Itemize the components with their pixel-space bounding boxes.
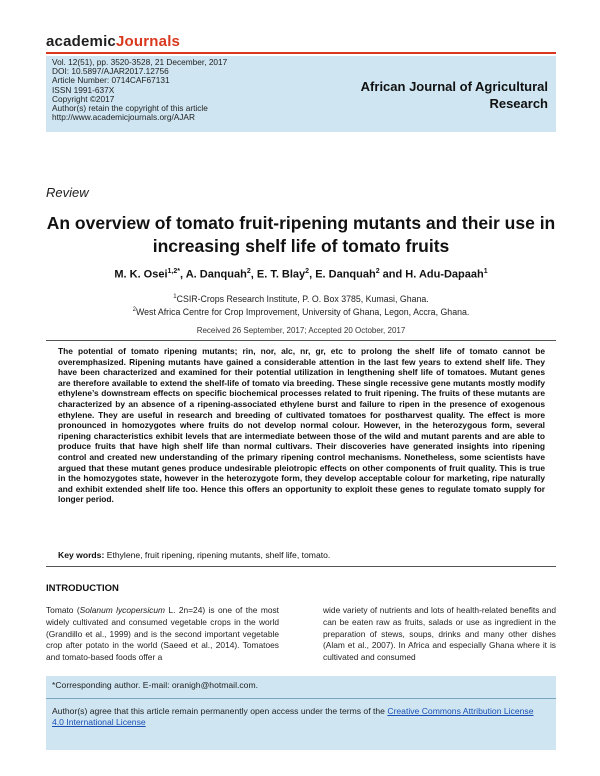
author-separator: , <box>309 268 316 281</box>
body-column-right: wide variety of nutrients and lots of health-related benefits and can be eaten raw as fruits, salads or use as ingredient in the preparation of stews, soups, drinks and many other dishes (Alam et al., 2007). In Africa and especially Ghana where it is cultivated and consumed <box>323 605 556 663</box>
logo-text-academic: academic <box>46 33 116 50</box>
keywords-label: Key words: <box>58 550 105 560</box>
paragraph-text: L. 2n=24) is one of the most widely cultivated and consumed vegetable crops in the world (Grandillo et al., 1999) and is the second important vegetable crop after potato in the world (Saeed et al., 2014). Tomatoes and tomato-based foods offer a <box>46 605 279 663</box>
header-rule <box>46 52 556 54</box>
author-name: M. K. Osei <box>114 268 168 281</box>
meta-author-rights: Author(s) retain the copyright of this article <box>52 103 208 114</box>
journal-name <box>348 78 548 112</box>
affiliation-mark: 1 <box>173 294 177 300</box>
author-name: E. T. Blay <box>256 268 306 281</box>
license-text: Author(s) agree that this article remain permanently open access under the terms of the <box>52 706 388 716</box>
author-name: H. Adu-Dapaah <box>405 268 484 281</box>
journal-name-line2: Research <box>489 96 548 111</box>
section-heading-introduction: INTRODUCTION <box>46 583 119 594</box>
abstract-text: The potential of tomato ripening mutants; rin, nor, alc, nr, gr, etc to prolong the shelf life of tomato cannot be overemphasized. Ripening mutants have gained a considerable attention in the last few years to extend shelf life. They have been characterized and examined for their potential utilization in lengthening shelf life of tomatoes. Mutant genes are therefore available to extend the shelf-life of tomato via breeding. These single recessive gene mutants mostly modify ethylene’s downstream effects on specific biochemical processes related to fruit ripening. The fruits of these mutants are characterized by an absence of a ripening-associated ethylene burst and failure to ripen in the presence of exogenous ethylene. They are useful in research and breeding of cultivated tomatoes for postharvest quality. The effect is more pronounced in homozygotes where fruits do not develop normal colour. However, in the heterozygous form, several ripening characteristics exhibit levels that are intermediate between those of the wild and mutant parents and are able to produce fruits that have high shelf life than normal cultivars. Their discoveries have generated insights into ripening control and created new understanding of the primary ripening control mechanisms. Nonetheless, some scientists have argued that these mutant genes produce undesirable pleiotropic effects on other components of fruit quality. This is true in the homozygotes state, however in the heterozygote form, they develop acceptable colour for marketing, ripe naturally and exhibit extended shelf life too. Hence this offers an opportunity to exploit these genes to regulate tomato supply for longer period. <box>58 346 545 505</box>
keywords-text: Ethylene, fruit ripening, ripening mutants, shelf life, tomato. <box>106 550 331 560</box>
species-name: Solanum lycopersicum <box>79 605 166 615</box>
journal-logo <box>46 33 180 50</box>
paragraph-text: Tomato ( <box>46 605 80 615</box>
meta-copyright: Copyright ©2017 <box>52 93 115 104</box>
footer-rule <box>46 698 556 699</box>
affiliations <box>46 292 556 318</box>
abstract-bottom-rule <box>46 566 556 567</box>
author-separator: , <box>250 268 257 281</box>
meta-journal-url[interactable]: http://www.academicjournals.org/AJAR <box>52 112 195 123</box>
affiliation-text: CSIR-Crops Research Institute, P. O. Box 3785, Kumasi, Ghana. <box>176 293 429 304</box>
author-affiliation-mark: 2 <box>246 268 251 275</box>
affiliation-1 <box>46 292 556 305</box>
header-box <box>46 56 556 132</box>
abstract-top-rule <box>46 340 556 341</box>
received-accepted-dates: Received 26 September, 2017; Accepted 20 October, 2017 <box>196 326 406 335</box>
author-name: E. Danquah <box>315 268 376 281</box>
license-notice <box>52 706 547 728</box>
journal-name-line1: African Journal of Agricultural <box>360 79 548 94</box>
author-name: A. Danquah <box>185 268 247 281</box>
affiliation-2 <box>46 305 556 318</box>
author-affiliation-mark: 1,2* <box>167 268 180 275</box>
article-title: An overview of tomato fruit-ripening mutants and their use in increasing shelf life of tomato fruits <box>46 213 556 256</box>
corresponding-author: *Corresponding author. E-mail: oranigh@hotmail.com. <box>52 680 259 690</box>
author-separator: and <box>379 268 406 281</box>
author-separator: , <box>180 268 186 281</box>
article-meta <box>52 58 227 122</box>
meta-issn: ISSN 1991-637X <box>52 84 115 95</box>
author-affiliation-mark: 2 <box>375 268 380 275</box>
body-column-left <box>46 605 279 664</box>
author-list <box>46 268 556 281</box>
affiliation-text: West Africa Centre for Crop Improvement, University of Ghana, Legon, Accra, Ghana. <box>136 306 470 317</box>
author-affiliation-mark: 2 <box>305 268 310 275</box>
article-type: Review <box>46 185 89 200</box>
affiliation-mark: 2 <box>132 306 137 313</box>
keywords <box>58 550 545 560</box>
author-affiliation-mark: 1 <box>483 268 488 275</box>
logo-text-journals: Journals <box>115 33 181 50</box>
footer-box <box>46 676 556 750</box>
meta-volume: Vol. 12(51), pp. 3520-3528, 21 December, 2017 <box>52 57 228 67</box>
license-link[interactable]: Creative Commons Attribution License 4.0 International License <box>52 706 534 727</box>
meta-doi: DOI: 10.5897/AJAR2017.12756 <box>52 66 169 77</box>
meta-article-number: Article Number: 0714CAF67131 <box>52 75 170 86</box>
